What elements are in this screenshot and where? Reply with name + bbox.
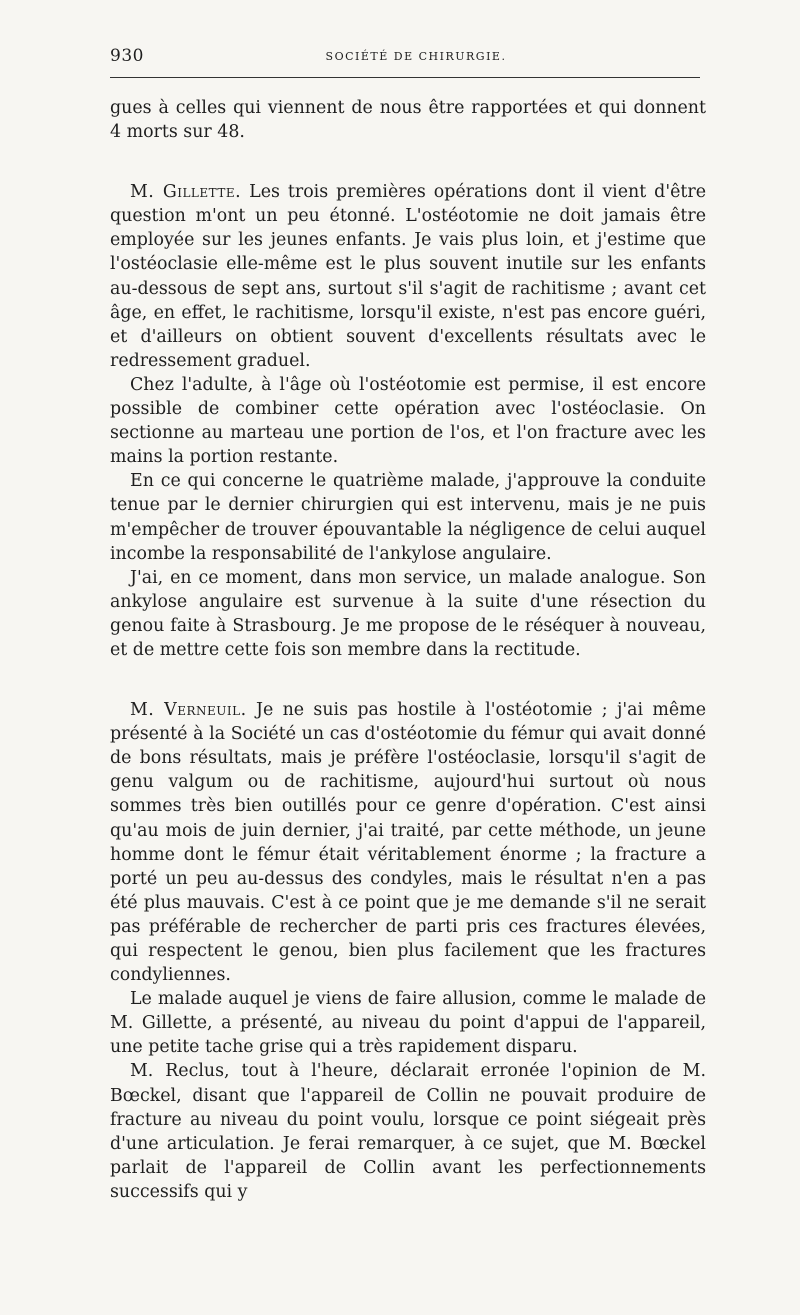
header-rule <box>110 77 700 78</box>
body-text <box>110 96 706 1204</box>
paragraph-reclus: M. Reclus, tout à l'heure, déclarait erronée l'opinion de M. Bœckel, disant que l'appareil de Collin ne pouvait produire de fracture au niveau du point voulu, lorsque ce point siégeait près d'une articulation. Je ferai remarquer, à ce sujet, que M. Bœckel parlait de l'appareil de Collin avant les perfectionnements successifs qui y <box>110 1061 706 1202</box>
paragraph-gillette-intro <box>110 180 706 373</box>
paragraph-text: Les trois premières opérations dont il vient d'être question m'ont un peu étonné. L'ostéotomie ne doit jamais être employée sur les jeunes enfants. Je vais plus loin, et j'estime que l'ostéoclasie elle-même est le plus souvent inutile sur les enfants au-dessous de sept ans, surtout s'il s'agit de rachitisme ; avant cet âge, en effet, le rachitisme, lorsqu'il existe, n'est pas encore guéri, et d'ailleurs on obtient souvent d'excellents résultats avec le redressement graduel. <box>110 182 706 371</box>
running-title: SOCIÉTÉ DE CHIRURGIE. <box>325 50 507 63</box>
paragraph-verneuil-intro <box>110 698 706 987</box>
speaker-name: M. Verneuil. <box>130 700 247 721</box>
paragraph-analogous-patient: J'ai, en ce moment, dans mon service, un malade analogue. Son ankylose angulaire est survenue à la suite d'une résection du genou faite à Strasbourg. Je me propose de le réséquer à nouveau, et de mettre cette fois son membre dans la rectitude. <box>110 567 706 660</box>
paragraph-allusion: Le malade auquel je viens de faire allusion, comme le malade de M. Gillette, a présenté, au niveau du point d'appui de l'appareil, une petite tache grise qui a très rapidement disparu. <box>110 989 706 1058</box>
page-header <box>110 46 710 70</box>
page-number: 930 <box>110 46 144 66</box>
paragraph-fourth-patient: En ce qui concerne le quatrième malade, j'approuve la conduite tenue par le dernier chirurgien qui est intervenu, mais je ne puis m'empêcher de trouver épouvantable la négligence de celui auquel incombe la responsabilité de l'ankylose angulaire. <box>110 471 706 564</box>
paragraph-continuation: gues à celles qui viennent de nous être rapportées et qui donnent 4 morts sur 48. <box>110 98 706 143</box>
paragraph-text: Je ne suis pas hostile à l'ostéotomie ; j'ai même présenté à la Société un cas d'ostéotomie du fémur qui avait donné de bons résultats, mais je préfère l'ostéoclasie, lorsqu'il s'agit de genu valgum ou de rachitisme, aujourd'hui surtout où nous sommes très bien outillés pour ce genre d'opération. C'est ainsi qu'au mois de juin dernier, j'ai traité, par cette méthode, un jeune homme dont le fémur était véritablement énorme ; la fracture a porté un peu au-dessus des condyles, mais le résultat n'en a pas été plus mauvais. C'est à ce point que je me demande s'il ne serait pas préférable de rechercher de parti pris ces fractures élevées, qui respectent le genou, bien plus facilement que les fractures condyliennes. <box>110 700 706 986</box>
speaker-name: M. Gillette. <box>130 182 242 203</box>
paragraph-adult: Chez l'adulte, à l'âge où l'ostéotomie est permise, il est encore possible de combiner cette opération avec l'ostéoclasie. On sectionne au marteau une portion de l'os, et l'on fracture avec les mains la portion restante. <box>110 374 706 468</box>
